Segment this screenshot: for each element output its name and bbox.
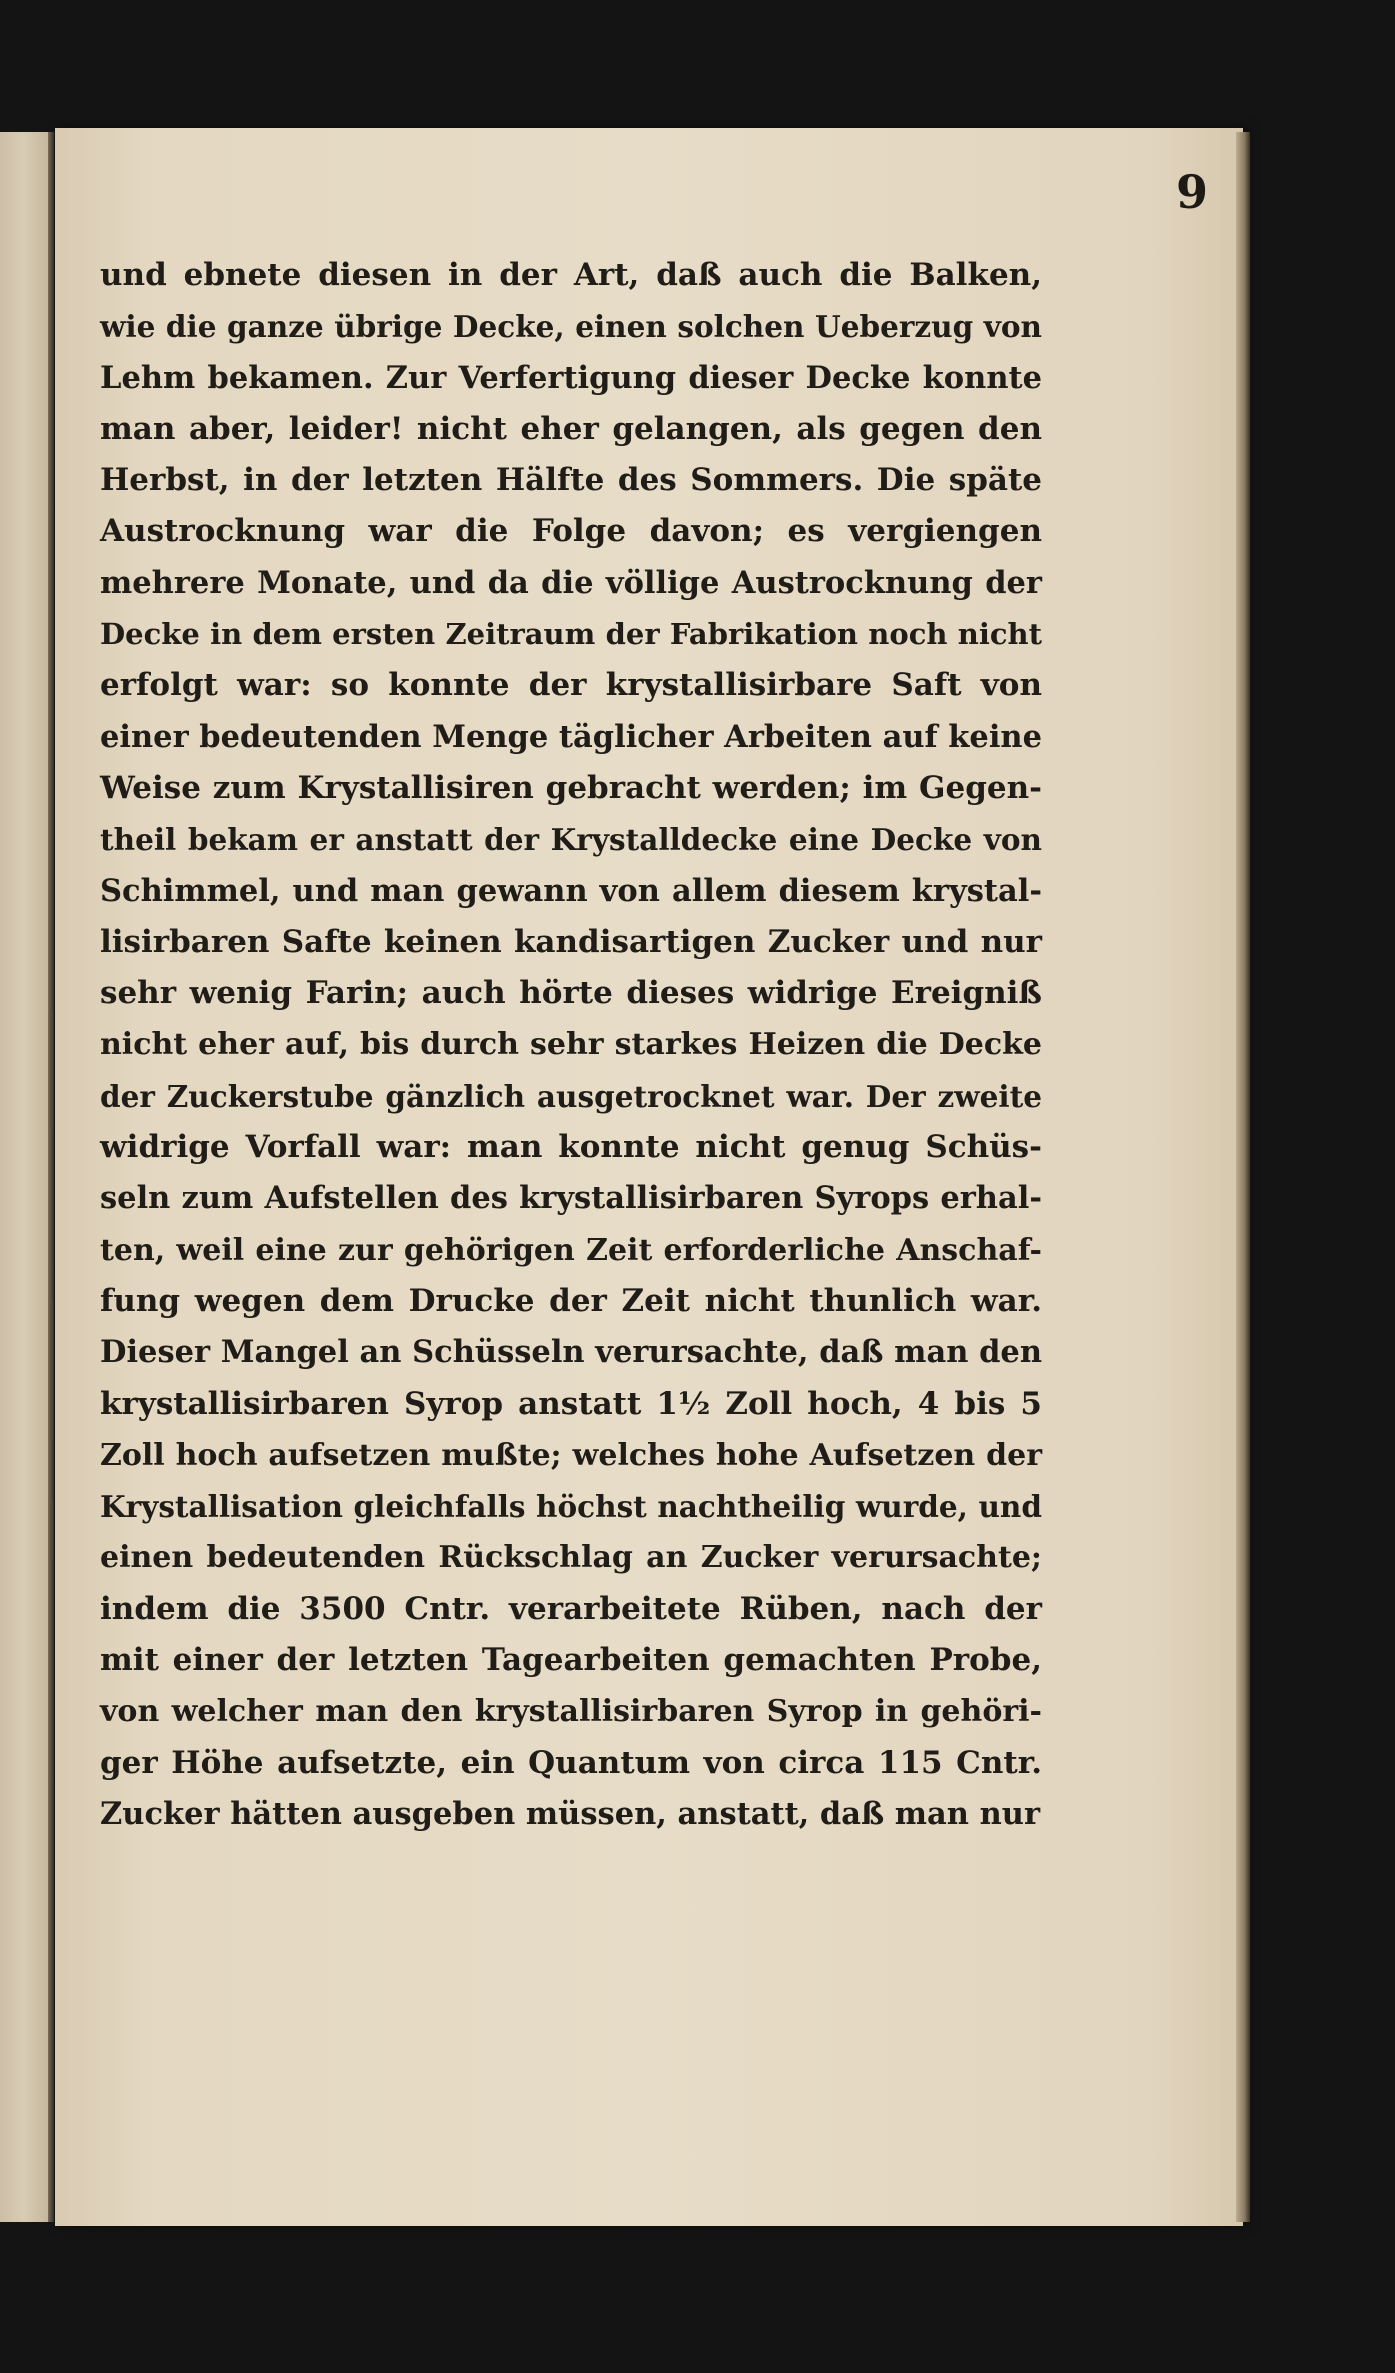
text-line: theil bekam er anstatt der Krystalldecke eine Decke von xyxy=(100,822,1042,858)
text-line: einer bedeutenden Menge täglicher Arbeiten auf keine xyxy=(100,718,1042,755)
text-line: ger Höhe aufsetzte, ein Quantum von circa 115 Cntr. xyxy=(100,1744,1042,1781)
text-line: Weise zum Krystallisiren gebracht werden; im Gegen- xyxy=(100,769,1042,806)
text-line: und ebnete diesen in der Art, daß auch die Balken, xyxy=(100,257,1042,293)
text-line: Herbst, in der letzten Hälfte des Sommers. Die späte xyxy=(100,462,1042,499)
text-line: man aber, leider! nicht eher gelangen, als gegen den xyxy=(100,410,1042,447)
body-text xyxy=(100,250,1042,1840)
text-line: der Zuckerstube gänzlich ausgetrocknet war. Der zweite xyxy=(100,1078,1042,1114)
margin-mark xyxy=(50,1300,53,1440)
text-line: mit einer der letzten Tagearbeiten gemachten Probe, xyxy=(100,1642,1042,1679)
text-line: mehrere Monate, und da die völlige Austrocknung der xyxy=(100,564,1042,601)
previous-page-edge xyxy=(0,132,52,2222)
text-line: krystallisirbaren Syrop anstatt 1½ Zoll hoch, 4 bis 5 xyxy=(100,1385,1042,1422)
page-number: 9 xyxy=(1175,165,1208,219)
text-line: Zoll hoch aufsetzen mußte; welches hohe Aufsetzen der xyxy=(100,1437,1042,1473)
margin-mark xyxy=(50,1010,53,1130)
text-line: erfolgt war: so konnte der krystallisirbare Saft von xyxy=(100,667,1042,704)
page-gutter xyxy=(48,132,54,2222)
text-line: fung wegen dem Drucke der Zeit nicht thunlich war. xyxy=(100,1282,1042,1319)
text-line: Decke in dem ersten Zeitraum der Fabrikation noch nicht xyxy=(100,617,1042,652)
text-line: wie die ganze übrige Decke, einen solchen Ueberzug von xyxy=(100,309,1042,345)
text-line: Schimmel, und man gewann von allem diesem krystal- xyxy=(100,872,1042,909)
text-line: nicht eher auf, bis durch sehr starkes Heizen die Decke xyxy=(100,1027,1042,1063)
text-line: Zucker hätten ausgeben müssen, anstatt, daß man nur xyxy=(100,1795,1041,1832)
text-line: ten, weil eine zur gehörigen Zeit erforderliche Anschaf- xyxy=(100,1232,1042,1268)
text-line: Austrocknung war die Folge davon; es vergiengen xyxy=(100,513,1042,550)
text-line: Dieser Mangel an Schüsseln verursachte, daß man den xyxy=(100,1334,1042,1371)
text-line: sehr wenig Farin; auch hörte dieses widrige Ereigniß xyxy=(100,975,1042,1012)
page-right-edge xyxy=(1236,132,1250,2222)
text-line: einen bedeutenden Rückschlag an Zucker verursachte; xyxy=(100,1540,1042,1576)
text-line: Krystallisation gleichfalls höchst nachtheilig wurde, und xyxy=(100,1489,1042,1525)
text-line: seln zum Aufstellen des krystallisirbaren Syrops erhal- xyxy=(100,1180,1042,1217)
text-line: Lehm bekamen. Zur Verfertigung dieser Decke konnte xyxy=(100,359,1042,396)
text-line: lisirbaren Safte keinen kandisartigen Zucker und nur xyxy=(100,923,1042,960)
text-line: von welcher man den krystallisirbaren Syrop in gehöri- xyxy=(100,1694,1042,1730)
margin-mark xyxy=(50,1500,53,1560)
text-line: indem die 3500 Cntr. verarbeitete Rüben, nach der xyxy=(100,1590,1042,1627)
text-line: widrige Vorfall war: man konnte nicht genug Schüs- xyxy=(100,1129,1042,1166)
